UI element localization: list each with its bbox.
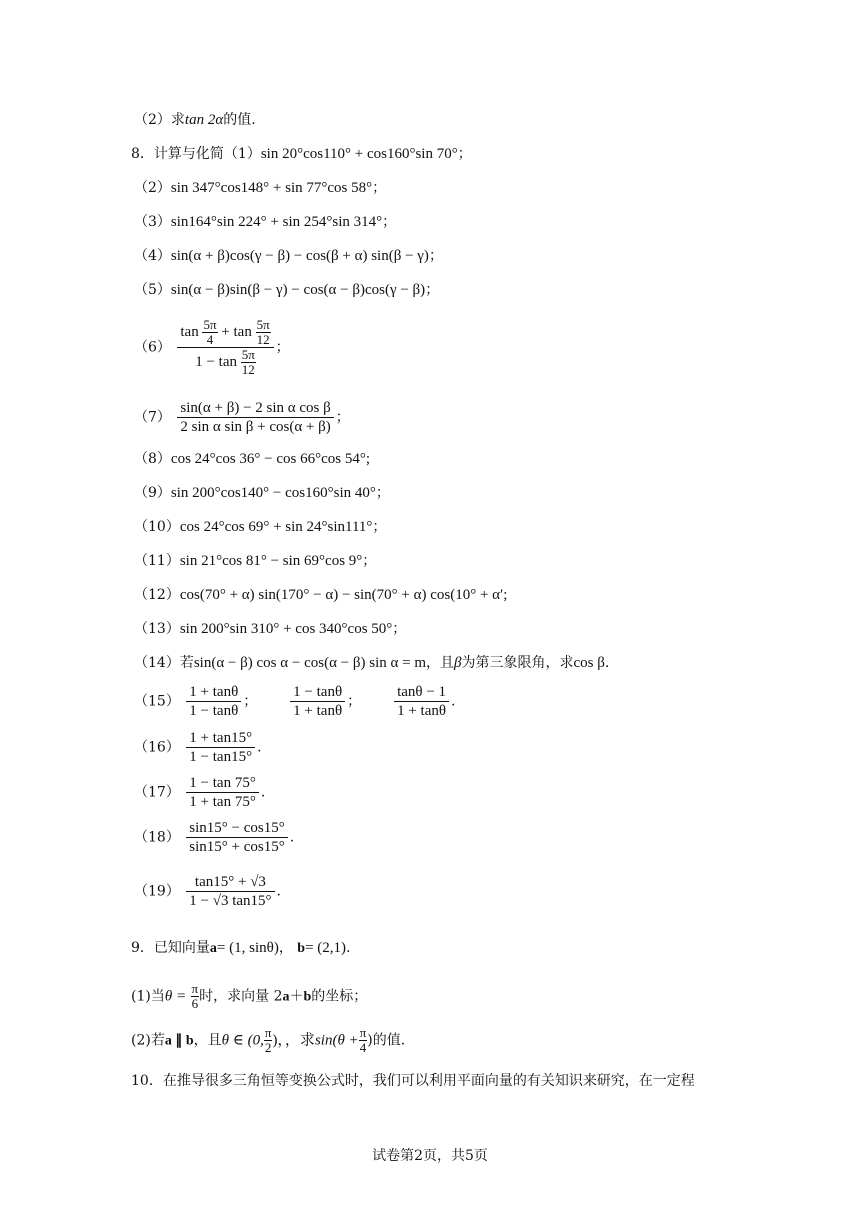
item-4: （4）sin(α + β)cos(γ − β) − cos(β + α) sin(β − γ)； bbox=[134, 248, 443, 264]
fraction bbox=[186, 683, 241, 720]
denominator: 6 bbox=[191, 996, 199, 1011]
vector-a: a bbox=[209, 941, 217, 956]
vector-a: a bbox=[282, 989, 290, 1005]
text: 时，求向量 2 bbox=[199, 988, 283, 1005]
label: （18） bbox=[134, 829, 180, 846]
numerator: sin(α + β) − 2 sin α cos β bbox=[177, 399, 333, 418]
numerator: 5π bbox=[256, 317, 270, 332]
question-label: 9．已知向量 bbox=[131, 940, 210, 956]
label: （15） bbox=[134, 693, 180, 710]
text: ，且 bbox=[193, 1032, 222, 1049]
fraction bbox=[186, 729, 255, 766]
label: （11） bbox=[134, 553, 180, 569]
math-expr: θ ∈ (0, bbox=[221, 1032, 264, 1049]
item-16: （16） $\frac{1 + \tan 15^\circ}{1 - \tan 15^\circ}$ . bbox=[134, 730, 262, 765]
math-expr: )，，求 bbox=[272, 1032, 315, 1049]
math-expr: tan 2α bbox=[184, 112, 224, 128]
label: （19） bbox=[134, 883, 180, 900]
numerator: 5π bbox=[203, 317, 217, 332]
label: （5） bbox=[134, 282, 171, 298]
label: （6） bbox=[134, 339, 171, 356]
fraction bbox=[290, 683, 345, 720]
item-10: （10）cos 24°cos 69° + sin 24°sin111°； bbox=[134, 519, 387, 535]
numerator: sin15° − cos15° bbox=[186, 819, 287, 838]
item-8 bbox=[134, 448, 370, 470]
numerator: 1 − tanθ bbox=[290, 683, 345, 702]
math-expr: cos β bbox=[573, 655, 605, 671]
math-expr: cos(70° + α) sin(170° − α) − sin(70° + α) cos(10° + α′; bbox=[179, 587, 508, 603]
item-7: （7） $\frac{\text{sin(α + β) − 2 sin α cos β}}{\text{2 sin α sin β + cos(α + β)}}$ ； bbox=[134, 400, 350, 435]
fraction bbox=[186, 819, 287, 856]
math-expr: θ = bbox=[164, 988, 187, 1005]
math-expr: = (1, sinθ) bbox=[216, 940, 279, 956]
label: （2）求 bbox=[134, 112, 185, 128]
denominator: 4 bbox=[206, 332, 214, 347]
denominator: 2 bbox=[264, 1040, 272, 1055]
text: ，且 bbox=[426, 655, 455, 671]
text: 为第三象限角，求 bbox=[461, 655, 574, 671]
fraction bbox=[256, 318, 271, 347]
denominator: 1 + tan 75° bbox=[189, 794, 256, 810]
fraction bbox=[202, 318, 217, 347]
denominator bbox=[177, 348, 273, 377]
fraction bbox=[394, 683, 449, 720]
fraction bbox=[186, 873, 274, 910]
denominator: sin15° + cos15° bbox=[189, 839, 285, 855]
math-expr: cos 24°cos 69° + sin 24°sin111° bbox=[179, 519, 373, 535]
item-11: （11）sin 21°cos 81° − sin 69°cos 9°； bbox=[134, 553, 377, 569]
denominator: 1 + tanθ bbox=[293, 703, 343, 719]
denominator: 2 sin α sin β + cos(α + β) bbox=[180, 419, 331, 435]
numerator: tanθ − 1 bbox=[394, 683, 449, 702]
numerator bbox=[177, 318, 273, 348]
vector-b: b bbox=[297, 941, 306, 956]
label: （2） bbox=[134, 180, 171, 196]
fraction bbox=[177, 318, 273, 377]
math-expr: β bbox=[454, 655, 462, 671]
label: （13） bbox=[134, 621, 180, 637]
math-expr: sin(θ + bbox=[314, 1032, 359, 1049]
label: （3） bbox=[134, 214, 171, 230]
math-expr: sin 200°sin 310° + cos 340°cos 50° bbox=[179, 621, 393, 637]
item-9: （9）sin 200°cos140° − cos160°sin 40°； bbox=[134, 485, 390, 501]
label: （14）若 bbox=[134, 655, 194, 671]
math-expr: sin(α + β)cos(γ − β) − cos(β + α) sin(β − γ) bbox=[170, 248, 429, 264]
denominator: 1 − tan15° bbox=[189, 749, 253, 765]
text: + tan bbox=[221, 323, 252, 340]
math-expr: sin 21°cos 81° − sin 69°cos 9° bbox=[179, 553, 363, 569]
label: （8） bbox=[134, 451, 171, 467]
text: tan bbox=[180, 323, 199, 340]
item-15: （15） $\frac{1 + \tan\theta}{1 - \tan\theta}$ ； $\frac{1 - \tan\theta}{1 + \tan\theta}$ ； $\frac{\tan\theta - 1}{1 + \tan\theta}$ . bbox=[134, 684, 456, 719]
vector-b: b bbox=[303, 989, 312, 1005]
text: ＋ bbox=[289, 988, 304, 1005]
math-expr: cos 24°cos 36° − cos 66°cos 54°; bbox=[170, 451, 371, 467]
item-12 bbox=[134, 584, 507, 606]
numerator: π bbox=[359, 1025, 367, 1040]
numerator: π bbox=[191, 981, 199, 996]
label: （16） bbox=[134, 739, 180, 756]
fraction bbox=[241, 348, 256, 377]
fraction bbox=[359, 1026, 368, 1055]
numerator: 5π bbox=[241, 347, 255, 362]
denominator: 1 − √3 tan15° bbox=[189, 893, 272, 909]
math-expr: sin 347°cos148° + sin 77°cos 58° bbox=[170, 180, 373, 196]
numerator: 1 + tanθ bbox=[186, 683, 241, 702]
text: 的坐标； bbox=[311, 988, 368, 1005]
denominator: 12 bbox=[256, 332, 270, 347]
fraction bbox=[186, 774, 259, 811]
denominator: 1 − tanθ bbox=[189, 703, 239, 719]
label: （12） bbox=[134, 587, 180, 603]
math-expr: sin 20°cos110° + cos160°sin 70° bbox=[260, 146, 458, 162]
fraction bbox=[177, 399, 333, 436]
question-9-part2 bbox=[131, 1026, 405, 1055]
denominator: 4 bbox=[359, 1040, 367, 1055]
item-18: （18） $\frac{\sin 15^\circ - \cos 15^\circ}{\sin 15^\circ + \cos 15^\circ}$ . bbox=[134, 820, 295, 855]
question-text: 10．在推导很多三角恒等变换公式时，我们可以利用平面向量的有关知识来研究，在一定程 bbox=[131, 1073, 695, 1089]
label: （4） bbox=[134, 248, 171, 264]
numerator: 1 + tan15° bbox=[186, 729, 255, 748]
text: )的值. bbox=[367, 1032, 406, 1049]
item-13: （13）sin 200°sin 310° + cos 340°cos 50°； bbox=[134, 621, 407, 637]
label: (2)若 bbox=[131, 1032, 165, 1049]
item-19: （19） $\frac{\tan 15^\circ + √3}{1 - √3 \tan 15^\circ}$ . bbox=[134, 874, 281, 909]
denominator: 1 + tanθ bbox=[397, 703, 447, 719]
math-expr: sin 200°cos140° − cos160°sin 40° bbox=[170, 485, 376, 501]
item-2: （2）sin 347°cos148° + sin 77°cos 58°； bbox=[134, 180, 387, 196]
item-6: （6） tan $\frac{5\pi}{4}$ + tan $\frac{5\pi}{12}$ 1 − tan $\frac{5\pi}{12}$ ； bbox=[134, 317, 290, 377]
label: (1)当 bbox=[131, 988, 165, 1005]
text: 的值. bbox=[223, 112, 256, 128]
question-9-part1 bbox=[131, 982, 367, 1011]
item-3: （3）sin164°sin 224° + sin 254°sin 314°； bbox=[134, 214, 397, 230]
numerator: π bbox=[264, 1025, 272, 1040]
label: （17） bbox=[134, 784, 180, 801]
line-part2 bbox=[134, 109, 256, 131]
question-label: 8．计算与化简（1） bbox=[131, 146, 261, 162]
numerator: tan15° + √3 bbox=[186, 873, 274, 892]
page-footer: 试卷第2页，共5页 bbox=[372, 1148, 488, 1164]
math-expr: = (2,1) bbox=[305, 940, 347, 956]
label: （9） bbox=[134, 485, 171, 501]
item-14: （14）若sin(α − β) cos α − cos(α − β) sin α = m，且β为第三象限角，求cos β. bbox=[134, 655, 610, 671]
question-8: 8．计算与化简（1）sin 20°cos110° + cos160°sin 70°； bbox=[131, 146, 472, 162]
numerator: 1 − tan 75° bbox=[186, 774, 259, 793]
question-10 bbox=[131, 1070, 695, 1092]
label: （10） bbox=[134, 519, 180, 535]
math-expr: sin(α − β)sin(β − γ) − cos(α − β)cos(γ − β) bbox=[170, 282, 426, 298]
label: （7） bbox=[134, 409, 171, 426]
math-expr: sin164°sin 224° + sin 254°sin 314° bbox=[170, 214, 383, 230]
text: 1 − tan bbox=[195, 353, 237, 370]
question-9: 9．已知向量a= (1, sinθ)， b= (2,1). bbox=[131, 940, 351, 956]
item-17: （17） $\frac{1 - \tan 75^\circ}{1 + \tan 75^\circ}$ . bbox=[134, 775, 266, 810]
denominator: 12 bbox=[241, 362, 255, 377]
fraction bbox=[191, 982, 200, 1011]
math-expr: sin(α − β) cos α − cos(α − β) sin α = m bbox=[193, 655, 427, 671]
item-5: （5）sin(α − β)sin(β − γ) − cos(α − β)cos(γ − β)； bbox=[134, 282, 440, 298]
math-expr: a ∥ b bbox=[164, 1033, 194, 1049]
